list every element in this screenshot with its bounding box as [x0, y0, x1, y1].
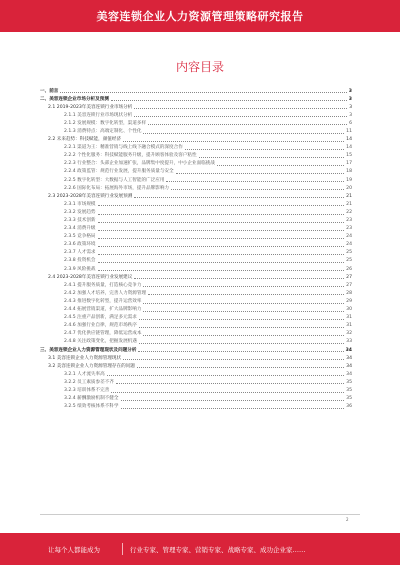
toc-entry-label: 2.2.6 国际化布局：拓展海外市场，提升品牌影响力	[64, 185, 170, 191]
toc-entry-page: 29	[346, 298, 352, 304]
toc-entry-label: 2.4.4 拓展营销渠道，扩大品牌影响力	[64, 307, 142, 313]
toc-entry[interactable]	[40, 135, 352, 143]
toc-leader-dots	[98, 222, 345, 223]
toc-entry-page: 17	[346, 161, 352, 167]
toc-entry[interactable]	[40, 313, 352, 321]
footer-divider	[122, 543, 123, 555]
toc-entry[interactable]	[40, 151, 352, 159]
toc-entry-page: 11	[346, 128, 352, 134]
toc-entry-page: 36	[346, 404, 352, 410]
toc-entry-page: 6	[349, 120, 352, 126]
toc-entry-page: 31	[346, 315, 352, 321]
toc-entry[interactable]	[40, 402, 352, 410]
toc-entry[interactable]	[40, 224, 352, 232]
document-header	[0, 0, 400, 32]
report-title: 美容连锁企业人力资源管理策略研究报告	[96, 10, 304, 23]
toc-entry-label: 2.3.7 人才需求	[64, 250, 96, 256]
toc-leader-dots	[137, 367, 344, 368]
toc-entry-label: 2.2.5 数字化转型：大数据与人工智能的广泛应用	[64, 177, 165, 183]
toc-entry-label: 2.2.2 个性化服务：科技赋能服务升级，提升顾客体验及客户粘性	[64, 153, 197, 159]
toc-entry-label: 3.2 美容连锁企业人力资源管理存在的问题	[48, 363, 135, 369]
footer-tagline: 行业专家、管理专家、营销专家、战略专家、成功企业家……	[130, 546, 306, 554]
toc-entry[interactable]	[40, 305, 352, 313]
toc-entry-page: 3	[349, 112, 352, 118]
toc-leader-dots	[121, 400, 345, 401]
toc-entry-label: 2.4.2 加强人才培养，完善人力资源管理	[64, 290, 147, 296]
toc-entry-label: 2.3 2023-2028年美容连锁行业发展预测	[48, 193, 133, 199]
toc-entry-page: 23	[346, 218, 352, 223]
toc-leader-dots	[134, 278, 344, 279]
toc-entry[interactable]	[40, 296, 352, 304]
toc-entry[interactable]	[40, 159, 352, 167]
toc-leader-dots	[143, 335, 344, 336]
toc-entry-label: 2.2.4 政策监管：规范行业发展，提升服务质量与安全	[64, 169, 174, 175]
toc-leader-dots	[138, 351, 343, 352]
footer-rule	[40, 514, 360, 515]
toc-leader-dots	[143, 286, 344, 287]
toc-entry-label: 2.4.8 关注政策变化，把握发展机遇	[64, 339, 137, 345]
toc-leader-dots	[199, 157, 345, 158]
toc-entry[interactable]	[40, 232, 352, 240]
toc-entry-label: 二、美容连锁企业市场分析及预测	[40, 96, 109, 102]
toc-entry-label: 2.4.6 加强行业自律，规范市场秩序	[64, 323, 137, 329]
toc-leader-dots	[60, 92, 346, 93]
toc-entry-label: 3.2.4 薪酬激励机制不健全	[64, 396, 119, 402]
toc-leader-dots	[98, 205, 345, 206]
toc-entry-label: 3.2.2 员工素质参差不齐	[64, 379, 114, 385]
toc-leader-dots	[98, 230, 345, 231]
toc-entry-label: 2.4 2023-2028年美容连锁行业发展建议	[48, 274, 133, 280]
toc-entry-page: 18	[346, 169, 352, 175]
toc-entry-page: 24	[346, 242, 352, 248]
toc-entry[interactable]	[40, 345, 352, 353]
toc-leader-dots	[166, 181, 344, 182]
toc-entry-label: 2.1.2 发展规模：数字化转型，渠道多样	[64, 120, 147, 126]
toc-entry-label: 2.1.1 美容连锁行业市场现状分析	[64, 112, 133, 118]
toc-leader-dots	[171, 189, 344, 190]
toc-entry[interactable]	[40, 199, 352, 207]
toc-entry[interactable]	[40, 94, 352, 102]
toc-entry-page: 34	[346, 371, 352, 377]
toc-leader-dots	[107, 375, 344, 376]
toc-entry[interactable]	[40, 280, 352, 288]
toc-entry-label: 3.2.3 培训体系不完善	[64, 387, 110, 393]
toc-entry-page: 31	[346, 323, 352, 329]
toc-leader-dots	[98, 254, 345, 255]
toc-entry-label: 2.4.5 注重产品创新，满足多元需求	[64, 315, 137, 321]
toc-leader-dots	[123, 359, 344, 360]
toc-entry-label: 2.2.1 渠道为王：精准营销与线上线下融合模式的深度合作	[64, 145, 183, 151]
toc-entry-label: 2.2.3 行业整合：头部企业加速扩张，品牌集中度提升，中小企业面临挑战	[64, 161, 215, 167]
toc-leader-dots	[116, 383, 344, 384]
toc-leader-dots	[143, 303, 344, 304]
toc-entry-page: 20	[346, 185, 352, 191]
toc-leader-dots	[217, 165, 344, 166]
toc-entry-label: 2.3.6 政策环境	[64, 242, 96, 248]
toc-entry[interactable]	[40, 394, 352, 402]
toc-leader-dots	[121, 408, 345, 409]
toc-entry-page: 26	[346, 266, 352, 272]
toc-entry-label: 3.2.1 人才流失率高	[64, 371, 105, 377]
toc-entry[interactable]	[40, 248, 352, 256]
toc-entry[interactable]	[40, 321, 352, 329]
toc-entry-page: 35	[346, 396, 352, 402]
document-footer	[0, 533, 400, 565]
toc-leader-dots	[143, 311, 344, 312]
toc-entry-label: 2.3.8 投资机会	[64, 258, 96, 264]
toc-entry[interactable]	[40, 264, 352, 272]
toc-entry-page: 27	[346, 274, 352, 280]
toc-entry[interactable]	[40, 288, 352, 296]
toc-entry[interactable]	[40, 110, 352, 118]
toc-entry[interactable]	[40, 102, 352, 110]
toc-entry-label: 2.1 2019-2023年美容连锁行业市场分析	[48, 104, 133, 110]
toc-leader-dots	[98, 214, 345, 215]
toc-entry-label: 2.3.5 竞争格局	[64, 234, 96, 240]
toc-entry[interactable]	[40, 369, 352, 377]
toc-leader-dots	[134, 197, 344, 198]
toc-entry-page: 32	[346, 331, 352, 337]
toc-entry-page: 30	[346, 307, 352, 313]
toc-entry[interactable]	[40, 353, 352, 361]
toc-entry-label: 2.3.9 风险挑战	[64, 266, 96, 272]
toc-leader-dots	[148, 294, 344, 295]
toc-entry-page: 34	[346, 355, 352, 361]
toc-entry-page: 28	[346, 290, 352, 296]
toc-entry[interactable]	[40, 175, 352, 183]
toc-entry-label: 一、前言	[40, 88, 59, 94]
toc-leader-dots	[139, 319, 344, 320]
toc-entry-label: 2.3.4 消费升级	[64, 226, 96, 232]
toc-entry-page: 21	[346, 201, 352, 207]
toc-entry[interactable]	[40, 272, 352, 280]
toc-leader-dots	[148, 124, 347, 125]
toc-entry-page: 34	[345, 347, 352, 353]
toc-entry-label: 三、美容连锁企业人力资源管理现状及问题分析	[40, 347, 137, 353]
toc-entry[interactable]	[40, 143, 352, 151]
toc-entry[interactable]	[40, 256, 352, 264]
toc-entry-page: 15	[346, 153, 352, 159]
toc-entry-page: 35	[346, 387, 352, 393]
toc-entry[interactable]	[40, 118, 352, 126]
toc-entry-page: 34	[346, 363, 352, 369]
toc-entry-page: 25	[346, 258, 352, 264]
toc-entry-label: 2.2 未来趋势：科技赋能，颜值经济	[48, 137, 122, 143]
toc-entry-page: 27	[346, 282, 352, 288]
toc-entry-label: 2.3.3 技术创新	[64, 218, 96, 223]
toc-entry-label: 3.1 美容连锁企业人力资源管理现状	[48, 355, 122, 361]
toc-entry-page: 3	[348, 88, 352, 94]
toc-entry[interactable]	[40, 191, 352, 199]
toc-entry-page: 22	[346, 209, 352, 215]
toc-entry[interactable]	[40, 126, 352, 134]
toc-entry-label: 2.3.1 市场规模	[64, 201, 96, 207]
toc-entry[interactable]	[40, 361, 352, 369]
toc-entry-label: 2.4.1 提升服务质量，打造核心竞争力	[64, 282, 142, 288]
toc-entry-label: 2.3.2 发展趋势	[64, 209, 96, 215]
toc-entry-page: 3	[348, 96, 352, 102]
toc-entry-label: 2.4.7 优化供应链管理，降低运营成本	[64, 331, 142, 337]
toc-leader-dots	[123, 141, 344, 142]
toc-entry-page: 19	[346, 177, 352, 183]
toc-leader-dots	[134, 116, 347, 117]
toc-entry[interactable]	[40, 240, 352, 248]
toc-leader-dots	[111, 100, 347, 101]
toc-entry[interactable]	[40, 377, 352, 385]
toc-entry[interactable]	[40, 385, 352, 393]
toc-entry[interactable]	[40, 167, 352, 175]
toc-entry-page: 23	[346, 226, 352, 232]
toc-leader-dots	[98, 262, 345, 263]
toc-entry[interactable]	[40, 329, 352, 337]
footer-slogan: 让每个人都能成为	[48, 546, 100, 554]
toc-entry-page: 14	[346, 145, 352, 151]
toc-entry[interactable]	[40, 86, 352, 94]
toc-entry[interactable]	[40, 183, 352, 191]
toc-entry-page: 33	[346, 339, 352, 345]
toc-entry-label: 3.2.5 绩效考核体系不科学	[64, 404, 119, 410]
page-number: 2	[346, 517, 349, 522]
toc-leader-dots	[98, 246, 345, 247]
toc-leader-dots	[139, 327, 344, 328]
toc-leader-dots	[98, 238, 345, 239]
toc-entry[interactable]	[40, 216, 352, 224]
toc-entry-label: 2.4.3 推进数字化转型，提升运营效率	[64, 298, 142, 304]
toc-entry-page: 35	[346, 379, 352, 385]
toc-leader-dots	[98, 270, 345, 271]
table-of-contents	[40, 86, 352, 410]
toc-entry-page: 24	[346, 234, 352, 240]
toc-entry-label: 2.1.3 消费特点：高端定制化、个性化	[64, 128, 142, 134]
toc-entry-page: 25	[346, 250, 352, 256]
toc-entry-page: 14	[346, 137, 352, 143]
toc-leader-dots	[111, 392, 344, 393]
toc-entry-page: 3	[349, 104, 352, 110]
toc-leader-dots	[134, 108, 347, 109]
toc-leader-dots	[176, 173, 345, 174]
toc-entry[interactable]	[40, 337, 352, 345]
toc-entry[interactable]	[40, 207, 352, 215]
toc-leader-dots	[139, 343, 344, 344]
toc-title: 内容目录	[175, 60, 224, 74]
toc-entry-page: 21	[346, 193, 352, 199]
toc-leader-dots	[143, 133, 344, 134]
toc-leader-dots	[185, 149, 344, 150]
